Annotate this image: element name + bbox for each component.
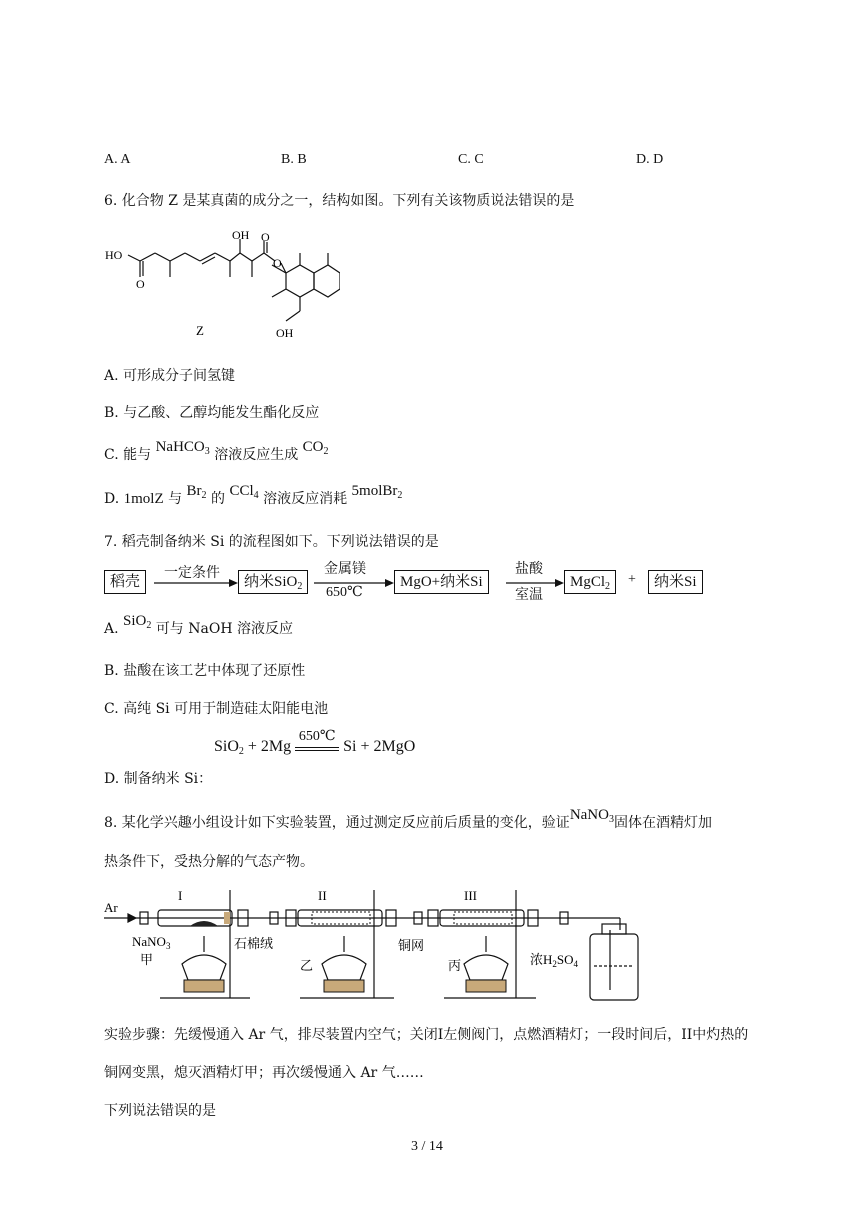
compound-name-label: Z [196,323,204,338]
tube-i-label: I [178,888,183,903]
mgcl2-sub: 2 [605,581,611,592]
conc-h2so4-label: 浓$H_2SO_4$ [530,952,579,969]
o-label-1: O [136,277,145,291]
q8-ask: 下列说法错误的是 [104,1103,216,1119]
q6-option-a: A. 可形成分子间氢键 [104,368,236,384]
q8-steps-line1: 实验步骤：先缓慢通入 Ar 气，排尽装置内空气；关闭I左侧阀门，点燃酒精灯；一段时间后，II中灼热的 [104,1027,749,1043]
br2-sub: 2 [201,490,207,501]
q8-stem-line1 [104,807,712,833]
flow-arrow2-reagent: 金属镁 [324,562,366,577]
option-a: A. A [104,152,131,167]
option-d: D. D [636,152,664,167]
lamp-yi-label: 乙 [300,959,314,974]
q7-option-a [104,613,293,639]
o-label-2: O [261,230,270,244]
nahco3-text: NaHCO [155,439,205,455]
q8-steps-line2: 铜网变黑，熄灭酒精灯甲；再次缓慢通入 Ar 气…… [104,1065,424,1081]
flow-plus-sign: + [628,572,636,587]
q7-option-a-prefix: A. [104,621,119,637]
eq-sio2-sub: 2 [238,746,244,757]
sio2-sub: 2 [146,620,152,631]
nahco3-sub: 3 [204,446,210,457]
eq-mg: + 2Mg [243,738,292,755]
q6-option-d-text-1: 与 [168,491,183,507]
q8-apparatus-diagram [100,880,648,1005]
5molbr2-text: 5molBr [351,483,398,499]
eq-sio2: SiO [214,738,239,755]
q6-option-d-prefix: D. [104,491,120,507]
q7-option-d: D. 制备纳米 Si： [104,771,213,787]
lamp-bing-label: 丙 [448,959,462,974]
q7-flowchart [104,558,714,608]
q6-option-c [104,439,329,465]
q6-option-d-formula-3 [229,483,258,499]
nano3-stem-sub: 3 [608,814,614,825]
nano3-stem-text: NaNO [569,807,609,823]
copper-mesh-label: 铜网 [398,939,425,954]
flow-box-nano-si: 纳米Si [648,570,703,594]
flow-arrow3-condition: 室温 [515,588,543,603]
flow-box-mgo-si: MgO+纳米Si [394,570,489,594]
q8-stem-suffix: 固体在酒精灯加 [613,815,712,831]
eq-double-line [295,747,339,751]
eq-condition-arrow [295,729,339,751]
flow-arrow3-reagent: 盐酸 [515,562,543,577]
compound-z-structure [100,225,340,345]
flow-box-rice-husk: 稻壳 [104,570,146,594]
q6-option-d [104,483,403,509]
q6-option-d-formula-4 [352,483,403,499]
q6-option-c-formula-1 [156,439,210,455]
option-c: C. C [458,152,484,167]
ccl4-text: CCl [229,483,254,499]
ccl4-sub: 4 [253,490,259,501]
q6-option-d-text-3: 溶液反应消耗 [263,491,348,507]
lamp-jia-label: 甲 [140,953,154,968]
5molbr2-sub: 2 [397,490,403,501]
eq-products: Si + 2MgO [343,738,416,755]
q8-stem-prefix: 8. 某化学兴趣小组设计如下实验装置，通过测定反应前后质量的变化，验证 [104,815,570,831]
q8-stem-line2: 热条件下，受热分解的气态产物。 [104,854,314,870]
q6-structure-diagram [100,225,340,345]
tube-ii-label: II [318,888,327,903]
q6-option-d-formula-2 [187,483,207,499]
mgcl2-text: MgCl [570,574,606,590]
q8-stem-formula [570,807,614,823]
o-label-3: O [273,256,282,270]
q6-option-c-formula-2 [303,439,329,455]
co2-text: CO [302,439,324,455]
q6-option-c-prefix: C. 能与 [104,447,152,463]
flow-arrow-2 [314,576,394,590]
flow-arrow2-temperature: 650℃ [326,585,363,600]
option-b: B. B [281,152,307,167]
ar-label: Ar [104,900,118,915]
flow-arrow1-condition: 一定条件 [164,566,220,581]
q7-equation [214,729,416,757]
q7-option-a-formula [123,613,151,629]
oh-bottom-label: OH [276,326,294,340]
q6-option-d-formula-1: 1molZ [123,491,164,507]
q7-option-a-text: 可与 NaOH 溶液反应 [155,621,293,637]
q6-option-b: B. 与乙酸、乙醇均能发生酯化反应 [104,405,320,421]
asbestos-label: 石棉绒 [234,937,274,952]
tube-iii-label: III [464,888,477,903]
br2-text: Br [186,483,202,499]
co2-sub: 2 [323,446,329,457]
q7-option-c: C. 高纯 Si 可用于制造硅太阳能电池 [104,701,329,717]
nano3-label: NaNO$_3$ [132,934,171,951]
flow-arrow-3 [506,576,564,590]
flow-box-mgcl2 [564,570,616,594]
oh-top-label: OH [232,228,250,242]
page-number: 3 / 14 [411,1139,443,1154]
q6-option-c-middle: 溶液反应生成 [214,447,299,463]
q6-stem: 6. 化合物 Z 是某真菌的成分之一，结构如图。下列有关该物质说法错误的是 [104,193,575,209]
q7-stem: 7. 稻壳制备纳米 Si 的流程图如下。下列说法错误的是 [104,534,439,550]
nano-sio2-text: 纳米SiO [244,574,298,590]
sio2-text: SiO [123,613,147,629]
flow-arrow-1 [154,576,238,590]
flow-box-nano-sio2 [238,570,308,594]
q6-option-d-text-2: 的 [211,491,225,507]
nano-sio2-sub: 2 [297,581,303,592]
apparatus-svg [100,880,648,1005]
q7-option-b: B. 盐酸在该工艺中体现了还原性 [104,663,306,679]
eq-condition: 650℃ [298,729,336,744]
ho-label: HO [105,248,123,262]
